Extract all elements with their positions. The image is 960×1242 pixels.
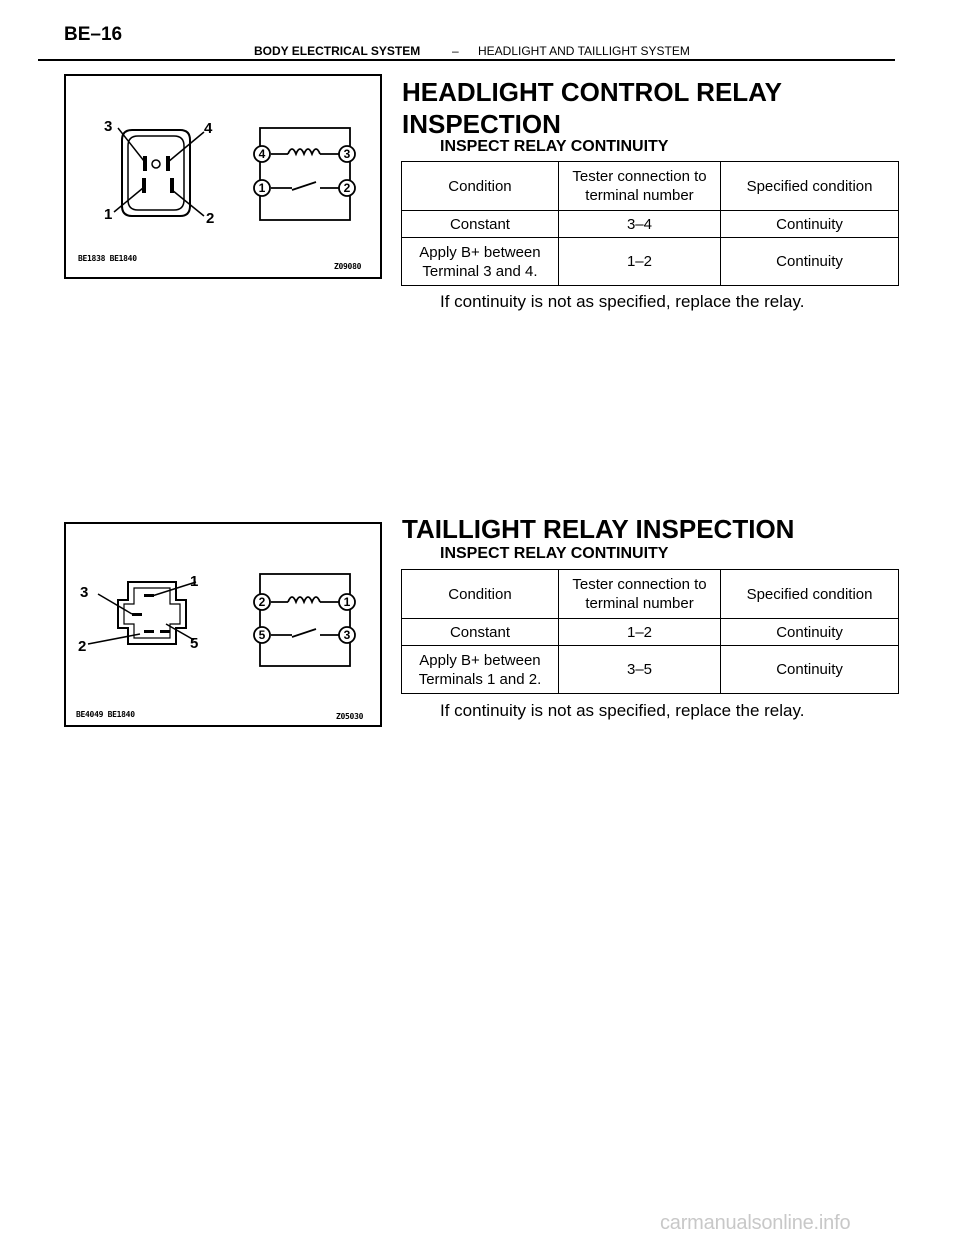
- page-number: BE–16: [64, 24, 123, 45]
- running-header: [130, 42, 895, 60]
- section-title-line: INSPECTION: [402, 109, 561, 139]
- cell-condition: Constant: [402, 619, 559, 646]
- header-tester-line: terminal number: [585, 187, 694, 204]
- watermark: carmanualsonline.info: [660, 1212, 851, 1234]
- schematic-terminal-label: 1: [343, 595, 351, 609]
- cell-tester: 1–2: [558, 619, 720, 646]
- section-title: [402, 513, 794, 545]
- table-header-row: [402, 570, 899, 619]
- connector-label: 2: [206, 210, 215, 227]
- taillight-relay-figure: [64, 522, 382, 727]
- connector-label: 4: [204, 120, 213, 137]
- table-row: [402, 619, 899, 646]
- schematic-terminal-label: 4: [258, 147, 266, 161]
- section-title-line: TAILLIGHT RELAY INSPECTION: [402, 514, 795, 544]
- cell-tester: 3–4: [558, 211, 720, 238]
- cell-condition-line: Apply B+ between: [419, 651, 541, 669]
- schematic-terminal-label: 5: [258, 628, 266, 642]
- section-subhead: INSPECT RELAY CONTINUITY: [440, 545, 669, 562]
- header-separator: –: [452, 44, 459, 58]
- section-title: [402, 76, 782, 140]
- taillight-relay-diagram: [66, 524, 380, 725]
- section-title-line: HEADLIGHT CONTROL RELAY: [402, 77, 782, 107]
- header-tester: [558, 162, 720, 211]
- table-row: [402, 646, 899, 694]
- connector-label: 2: [78, 638, 87, 655]
- schematic-terminal-label: 3: [343, 628, 351, 642]
- cell-specified: Continuity: [721, 646, 899, 694]
- header-specified: Specified condition: [721, 162, 899, 211]
- headlight-relay-figure: [64, 74, 382, 279]
- cell-tester: 1–2: [558, 238, 720, 286]
- connector-label: 5: [190, 635, 199, 652]
- cell-condition: [402, 238, 559, 286]
- cell-condition: Constant: [402, 211, 559, 238]
- figure-reference: BE4049 BE1840: [76, 710, 135, 719]
- connector-label: 3: [104, 118, 113, 135]
- schematic-terminal-label: 1: [258, 181, 266, 195]
- headlight-relay-diagram: [66, 76, 380, 277]
- table-header-row: [402, 162, 899, 211]
- section-note: If continuity is not as specified, replace the relay.: [440, 292, 805, 311]
- cell-condition-line: Terminal 3 and 4.: [422, 262, 538, 280]
- figure-code: Z09080: [334, 262, 362, 271]
- header-condition: Condition: [402, 570, 559, 619]
- cell-condition: [402, 646, 559, 694]
- header-rule: [38, 59, 895, 61]
- header-tester: [558, 570, 720, 619]
- cell-specified: Continuity: [721, 238, 899, 286]
- header-tester-line: Tester connection to: [572, 168, 707, 185]
- connector-label: 3: [80, 584, 89, 601]
- header-condition: Condition: [402, 162, 559, 211]
- header-specified: Specified condition: [721, 570, 899, 619]
- schematic-terminal-label: 3: [343, 147, 351, 161]
- header-tester-line: terminal number: [585, 595, 694, 612]
- schematic-terminal-label: 2: [343, 181, 351, 195]
- section-note: If continuity is not as specified, replace the relay.: [440, 701, 805, 720]
- continuity-table: [401, 569, 899, 694]
- cell-specified: Continuity: [721, 211, 899, 238]
- schematic-terminal-label: 2: [258, 595, 266, 609]
- header-tester-line: Tester connection to: [572, 576, 707, 593]
- figure-code: Z05030: [336, 712, 364, 721]
- header-system: BODY ELECTRICAL SYSTEM: [254, 44, 421, 58]
- table-row: [402, 211, 899, 238]
- section-subhead: INSPECT RELAY CONTINUITY: [440, 138, 669, 155]
- connector-label: 1: [104, 206, 113, 223]
- cell-condition-line: Apply B+ between: [419, 243, 541, 261]
- cell-condition-line: Terminals 1 and 2.: [418, 670, 542, 688]
- cell-specified: Continuity: [721, 619, 899, 646]
- connector-label: 1: [190, 573, 199, 590]
- cell-tester: 3–5: [558, 646, 720, 694]
- figure-reference: BE1838 BE1840: [78, 254, 137, 263]
- continuity-table: [401, 161, 899, 286]
- table-row: [402, 238, 899, 286]
- header-subsystem: HEADLIGHT AND TAILLIGHT SYSTEM: [478, 44, 690, 58]
